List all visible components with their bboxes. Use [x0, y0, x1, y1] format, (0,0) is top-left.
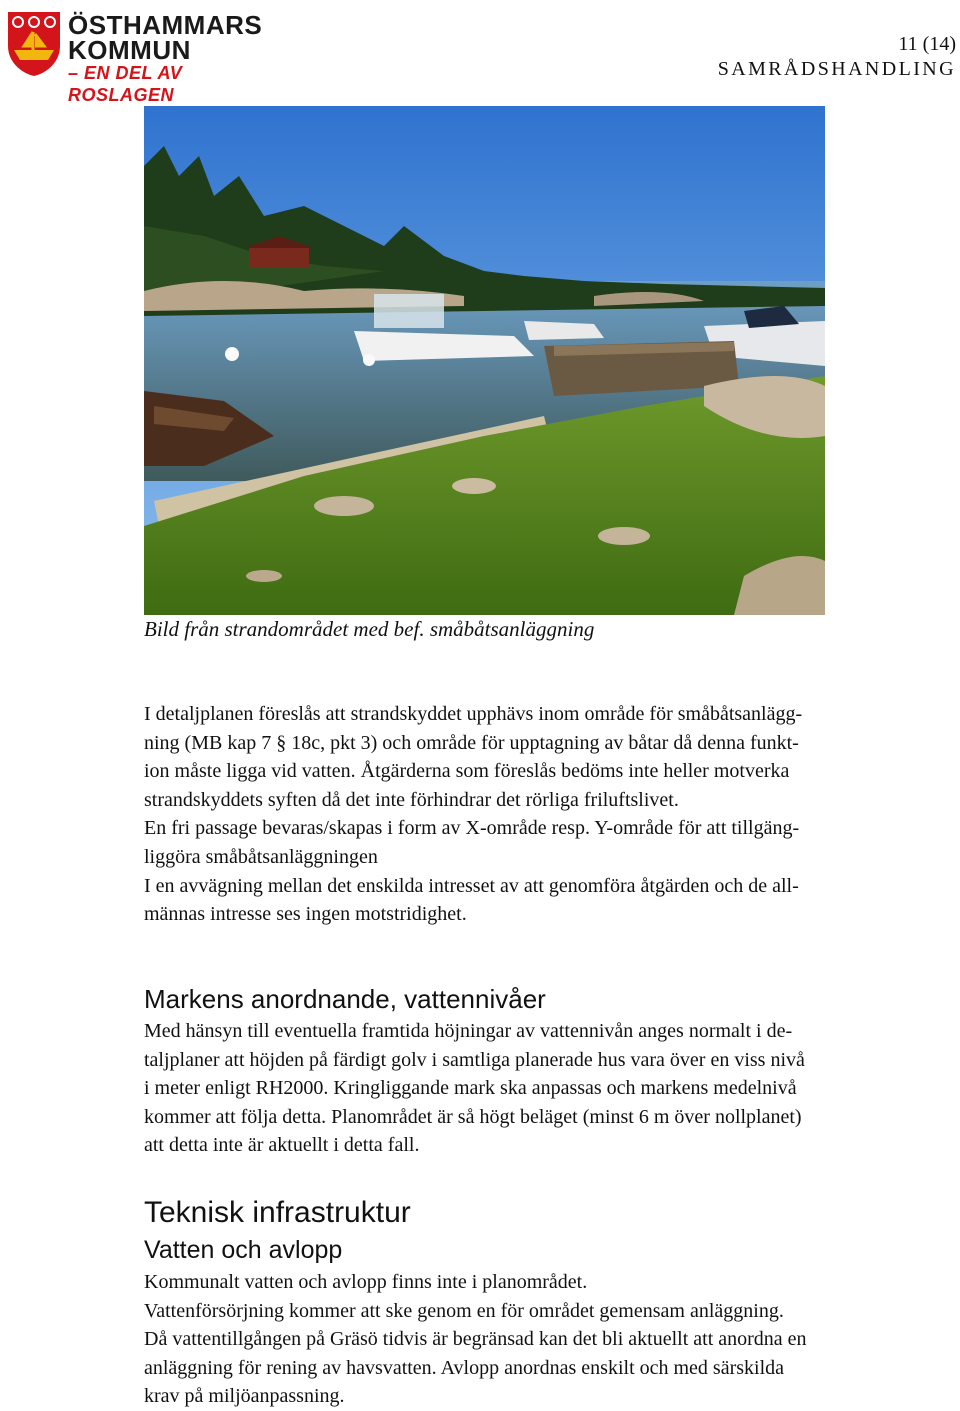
page-number: 11 (14)	[898, 33, 956, 55]
photo-caption: Bild från strandområdet med bef. småbåtsanläggning	[144, 617, 595, 641]
municipality-logo	[4, 6, 263, 105]
section-heading-markens: Markens anordnande, vattennivåer	[144, 984, 546, 1014]
section-text-markens: Med hänsyn till eventuella framtida höjningar av vattennivån anges normalt i de- taljplaner att höjden på färdigt golv i samtliga planerade hus vara över en viss nivå i meter enligt RH2000. Kringliggande mark ska anpassas och markens medelnivå kommer att följa detta. Planområdet är så högt beläget (minst 6 m över nollplanet) att detta inte är aktuellt i detta fall.	[144, 1020, 805, 1157]
logo-line-1: ÖSTHAMMARS	[68, 10, 263, 40]
section-text-vatten: Kommunalt vatten och avlopp finns inte i planområdet. Vattenförsörjning kommer att ske genom en för området gemensam anläggning. Då vattentillgången på Gräsö tidvis är begränsad kan det bli aktuellt att anordna en anläggning för rening av havsvatten. Avlopp anordnas enskilt och med särskilda krav på miljöanpassning.	[144, 1271, 807, 1408]
logo-line-3: – EN DEL AV ROSLAGEN	[68, 63, 183, 105]
subsection-heading-vatten: Vatten och avlopp	[144, 1236, 343, 1264]
harbor-landscape-image	[144, 106, 825, 615]
page-header	[718, 32, 956, 82]
logo-line-2: KOMMUN	[68, 35, 191, 65]
coat-of-arms-icon	[4, 6, 64, 78]
shore-photo	[144, 106, 825, 615]
document-type: SAMRÅDSHANDLING	[717, 58, 956, 80]
intro-paragraph: I detaljplanen föreslås att strandskyddet upphävs inom område för småbåtsanlägg- ning (MB kap 7 § 18c, pkt 3) och område för upptagning av båtar då denna funkt- ion måste ligga vid vatten. Åtgärderna som föreslås bedöms inte heller motverka strandskyddets syften då det inte förhindrar det rörliga friluftslivet. En fri passage bevaras/skapas i form av X-område resp. Y-område för att tillgäng- liggöra småbåtsanläggningen I en avvägning mellan det enskilda intresset av att genomföra åtgärden och de all- männas intresse ses ingen motstridighet.	[144, 703, 803, 926]
section-heading-teknisk: Teknisk infrastruktur	[144, 1196, 411, 1229]
